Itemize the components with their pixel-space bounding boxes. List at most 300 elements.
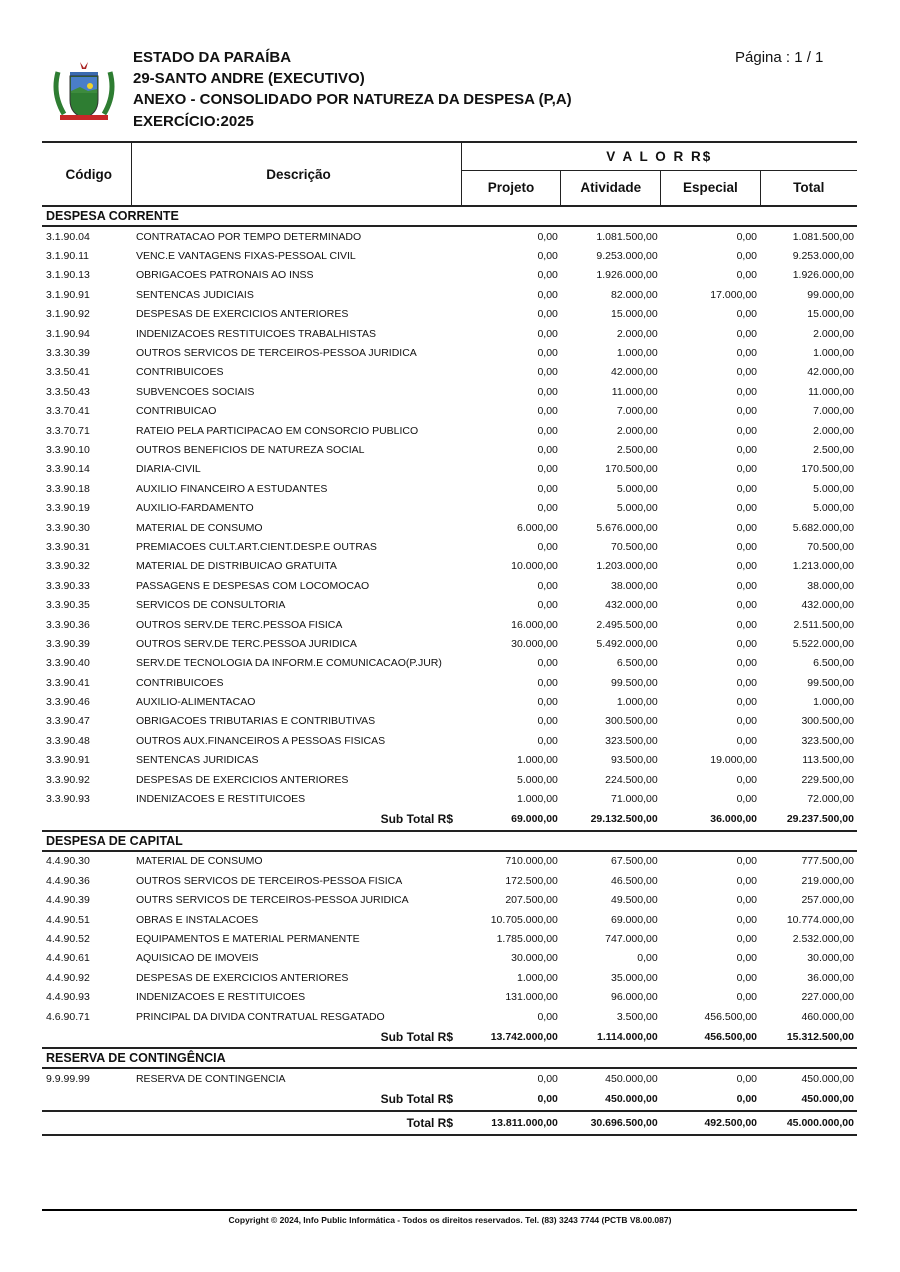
projeto-cell: 0,00	[537, 1072, 558, 1085]
especial-cell: 0,00	[736, 793, 758, 806]
table-row	[42, 654, 857, 673]
grand-total-row	[42, 1111, 857, 1135]
atividade-cell: 3.500,00	[616, 1010, 658, 1023]
total-cell: 460.000,00	[801, 1010, 854, 1023]
atividade-cell: 323.500,00	[605, 734, 658, 747]
total-cell: 99.500,00	[807, 676, 854, 689]
especial-cell: 0,00	[736, 599, 758, 612]
projeto-cell: 0,00	[537, 676, 558, 689]
projeto-cell: 0,00	[537, 250, 558, 263]
projeto-cell: 0,00	[537, 715, 558, 728]
description-cell: CONTRIBUICOES	[135, 366, 224, 379]
especial-cell: 0,00	[736, 560, 758, 573]
table-row	[42, 910, 857, 929]
description-cell: DESPESAS DE EXERCICIOS ANTERIORES	[135, 773, 349, 786]
total-cell: 219.000,00	[801, 874, 854, 887]
table-row	[42, 751, 857, 770]
atividade-cell: 1.081.500,00	[596, 230, 658, 243]
atividade-cell: 93.500,00	[611, 754, 658, 767]
description-cell: RESERVA DE CONTINGENCIA	[135, 1072, 286, 1085]
total-cell: 300.500,00	[801, 715, 854, 728]
page-number: Página : 1 / 1	[735, 49, 824, 66]
code-cell: 4.4.90.30	[46, 855, 90, 868]
especial-cell: 0,00	[736, 696, 758, 709]
especial-cell: 0,00	[736, 443, 758, 456]
total-cell: 450.000,00	[801, 1072, 854, 1085]
code-cell: 3.3.90.35	[46, 599, 90, 612]
total-cell: 227.000,00	[801, 991, 854, 1004]
especial-cell: 0,00	[736, 1072, 758, 1085]
description-cell: AQUISICAO DE IMOVEIS	[135, 952, 259, 965]
projeto-cell: 0,00	[537, 599, 558, 612]
especial-cell: 0,00	[736, 991, 758, 1004]
total-cell: 15.000,00	[807, 308, 854, 321]
section-title: DESPESA DE CAPITAL	[42, 831, 857, 851]
code-cell: 3.3.70.41	[46, 405, 90, 418]
table-row	[42, 871, 857, 890]
code-cell: 4.4.90.39	[46, 894, 90, 907]
atividade-cell: 99.500,00	[611, 676, 658, 689]
description-cell: SUBVENCOES SOCIAIS	[135, 385, 255, 398]
projeto-cell: 30.000,00	[511, 637, 558, 650]
projeto-cell: 1.000,00	[517, 793, 558, 806]
total-cell: 113.500,00	[802, 754, 854, 767]
projeto-cell: 0,00	[537, 327, 558, 340]
atividade-cell: 5.676.000,00	[596, 521, 658, 534]
code-cell: 4.4.90.92	[46, 971, 90, 984]
expense-table	[42, 141, 857, 1136]
especial-cell: 0,00	[736, 579, 758, 592]
section-title: DESPESA CORRENTE	[42, 206, 857, 226]
code-cell: 3.3.90.30	[46, 521, 90, 534]
atividade-cell: 1.000,00	[616, 347, 658, 360]
especial-cell: 0,00	[736, 913, 758, 926]
especial-cell: 0,00	[736, 250, 758, 263]
projeto-cell: 0,00	[537, 405, 558, 418]
atividade-cell: 1.000,00	[616, 696, 658, 709]
table-row	[42, 460, 857, 479]
especial-cell: 0,00	[736, 424, 758, 437]
atividade-cell: 49.500,00	[611, 894, 658, 907]
code-cell: 3.3.90.39	[46, 637, 90, 650]
table-row	[42, 634, 857, 653]
description-cell: DESPESAS DE EXERCICIOS ANTERIORES	[135, 308, 349, 321]
code-cell: 3.3.90.40	[46, 657, 90, 670]
especial-cell: 0,00	[736, 347, 758, 360]
especial-cell: 0,00	[736, 405, 758, 418]
subtotal-total: 15.312.500,00	[786, 1030, 854, 1043]
table-row	[42, 402, 857, 421]
atividade-cell: 1.926.000,00	[596, 269, 658, 282]
projeto-cell: 0,00	[537, 696, 558, 709]
subtotal-projeto: 69.000,00	[511, 813, 558, 826]
especial-cell: 0,00	[736, 715, 758, 728]
subtotal-especial: 0,00	[736, 1093, 758, 1106]
table-row	[42, 285, 857, 304]
grand-total-especial: 492.500,00	[704, 1116, 758, 1129]
table-row	[42, 343, 857, 362]
projeto-cell: 0,00	[537, 443, 558, 456]
subtotal-atividade: 29.132.500,00	[590, 813, 658, 826]
projeto-cell: 5.000,00	[517, 773, 558, 786]
total-cell: 1.081.500,00	[792, 230, 854, 243]
code-cell: 3.3.90.47	[46, 715, 90, 728]
code-cell: 3.1.90.94	[46, 327, 90, 340]
total-cell: 1.926.000,00	[792, 269, 854, 282]
total-cell: 1.213.000,00	[792, 560, 854, 573]
code-cell: 3.3.90.41	[46, 676, 90, 689]
atividade-cell: 2.495.500,00	[596, 618, 658, 631]
especial-cell: 456.500,00	[704, 1010, 758, 1023]
description-cell: AUXILIO-ALIMENTACAO	[135, 696, 256, 709]
code-cell: 3.1.90.11	[46, 250, 90, 263]
code-cell: 3.3.70.71	[46, 424, 90, 437]
description-cell: PRINCIPAL DA DIVIDA CONTRATUAL RESGATADO	[135, 1010, 385, 1023]
report-header	[0, 0, 900, 140]
atividade-cell: 5.000,00	[616, 502, 658, 515]
especial-cell: 0,00	[736, 502, 758, 515]
total-cell: 7.000,00	[813, 405, 854, 418]
atividade-cell: 170.500,00	[605, 463, 658, 476]
description-cell: MATERIAL DE DISTRIBUICAO GRATUITA	[135, 560, 337, 573]
especial-cell: 0,00	[736, 952, 758, 965]
total-cell: 2.500,00	[813, 443, 854, 456]
atividade-cell: 2.500,00	[616, 443, 658, 456]
subtotal-projeto: 0,00	[537, 1093, 558, 1106]
grand-total-atividade: 30.696.500,00	[590, 1116, 658, 1129]
projeto-cell: 172.500,00	[505, 874, 558, 887]
description-cell: OUTROS SERV.DE TERC.PESSOA JURIDICA	[135, 637, 357, 650]
projeto-cell: 10.000,00	[511, 560, 558, 573]
projeto-cell: 1.785.000,00	[496, 932, 558, 945]
code-cell: 3.3.90.91	[46, 754, 90, 767]
description-cell: PREMIACOES CULT.ART.CIENT.DESP.E OUTRAS	[135, 540, 377, 553]
atividade-cell: 2.000,00	[616, 424, 658, 437]
especial-cell: 0,00	[736, 971, 758, 984]
total-cell: 6.500,00	[813, 657, 854, 670]
atividade-cell: 38.000,00	[611, 579, 658, 592]
table-row	[42, 968, 857, 987]
description-cell: OUTROS AUX.FINANCEIROS A PESSOAS FISICAS	[135, 734, 386, 747]
especial-cell: 17.000,00	[710, 288, 758, 301]
total-cell: 323.500,00	[801, 734, 854, 747]
especial-cell: 0,00	[736, 932, 758, 945]
total-cell: 257.000,00	[801, 894, 854, 907]
total-cell: 72.000,00	[807, 793, 854, 806]
table-row	[42, 770, 857, 789]
code-cell: 4.4.90.51	[46, 913, 90, 926]
subtotal-label: Sub Total R$	[380, 1092, 454, 1107]
especial-cell: 0,00	[736, 482, 758, 495]
total-cell: 5.000,00	[813, 482, 854, 495]
total-cell: 9.253.000,00	[792, 250, 854, 263]
especial-cell: 0,00	[736, 734, 758, 747]
especial-cell: 0,00	[736, 657, 758, 670]
especial-cell: 0,00	[736, 385, 758, 398]
code-cell: 4.4.90.52	[46, 932, 90, 945]
description-cell: CONTRIBUICAO	[135, 405, 217, 418]
total-cell: 1.000,00	[813, 696, 854, 709]
total-cell: 2.532.000,00	[792, 932, 854, 945]
total-cell: 99.000,00	[807, 288, 854, 301]
especial-cell: 0,00	[736, 308, 758, 321]
code-cell: 3.3.90.19	[46, 502, 90, 515]
description-cell: SERV.DE TECNOLOGIA DA INFORM.E COMUNICACAO(P.JUR)	[135, 657, 442, 670]
total-cell: 2.000,00	[813, 327, 854, 340]
atividade-cell: 35.000,00	[611, 971, 658, 984]
especial-cell: 0,00	[736, 463, 758, 476]
code-cell: 3.3.90.33	[46, 579, 90, 592]
table-row	[42, 266, 857, 285]
code-cell: 4.6.90.71	[46, 1010, 90, 1023]
section-header	[42, 831, 857, 851]
code-cell: 3.3.90.14	[46, 463, 90, 476]
projeto-cell: 0,00	[537, 502, 558, 515]
table-row	[42, 987, 857, 1006]
atividade-cell: 96.000,00	[611, 991, 658, 1004]
description-cell: OUTROS SERV.DE TERC.PESSOA FISICA	[135, 618, 343, 631]
code-cell: 3.3.50.41	[46, 366, 90, 379]
fiscal-year: EXERCÍCIO:2025	[133, 113, 254, 130]
projeto-cell: 0,00	[537, 424, 558, 437]
description-cell: OBRIGACOES TRIBUTARIAS E CONTRIBUTIVAS	[135, 715, 376, 728]
total-cell: 11.000,00	[808, 385, 854, 398]
especial-cell: 0,00	[736, 269, 758, 282]
description-cell: AUXILIO FINANCEIRO A ESTUDANTES	[135, 482, 328, 495]
atividade-cell: 70.500,00	[611, 540, 658, 553]
especial-cell: 0,00	[736, 894, 758, 907]
code-cell: 3.3.90.48	[46, 734, 90, 747]
especial-cell: 0,00	[736, 773, 758, 786]
table-row	[42, 673, 857, 692]
total-cell: 2.511.500,00	[793, 618, 854, 631]
col-header-atividade: Atividade	[561, 170, 661, 206]
table-row	[42, 1068, 857, 1088]
total-cell: 229.500,00	[801, 773, 854, 786]
section-header	[42, 206, 857, 226]
description-cell: OBRAS E INSTALACOES	[135, 913, 259, 926]
description-cell: OUTRS SERVICOS DE TERCEIROS-PESSOA JURIDICA	[135, 894, 409, 907]
copyright-footer: Copyright © 2024, Info Public Informática - Todos os direitos reservados. Tel. (83) 3243 7744 (PCTB V8.00.087)	[228, 1215, 672, 1225]
table-row	[42, 576, 857, 595]
total-cell: 38.000,00	[807, 579, 854, 592]
table-row	[42, 891, 857, 910]
subtotal-projeto: 13.742.000,00	[490, 1030, 558, 1043]
atividade-cell: 67.500,00	[611, 855, 658, 868]
table-row	[42, 246, 857, 265]
atividade-cell: 747.000,00	[605, 932, 658, 945]
total-cell: 5.000,00	[813, 502, 854, 515]
code-cell: 3.1.90.92	[46, 308, 90, 321]
table-row	[42, 498, 857, 517]
table-row	[42, 226, 857, 246]
footer-divider	[42, 1209, 857, 1211]
projeto-cell: 0,00	[537, 288, 558, 301]
table-row	[42, 851, 857, 871]
description-cell: MATERIAL DE CONSUMO	[135, 521, 263, 534]
projeto-cell: 0,00	[537, 579, 558, 592]
table-row	[42, 382, 857, 401]
table-row	[42, 615, 857, 634]
description-cell: OBRIGACOES PATRONAIS AO INSS	[135, 269, 314, 282]
code-cell: 3.3.90.32	[46, 560, 90, 573]
projeto-cell: 207.500,00	[505, 894, 558, 907]
atividade-cell: 5.000,00	[616, 482, 658, 495]
projeto-cell: 0,00	[537, 482, 558, 495]
atividade-cell: 69.000,00	[611, 913, 658, 926]
total-cell: 42.000,00	[807, 366, 854, 379]
total-cell: 30.000,00	[807, 952, 854, 965]
total-cell: 5.522.000,00	[792, 637, 854, 650]
subtotal-especial: 456.500,00	[704, 1030, 758, 1043]
projeto-cell: 0,00	[537, 1010, 558, 1023]
col-header-total: Total	[793, 180, 825, 196]
code-cell: 3.3.50.43	[46, 385, 90, 398]
description-cell: CONTRATACAO POR TEMPO DETERMINADO	[135, 230, 362, 243]
especial-cell: 0,00	[736, 855, 758, 868]
projeto-cell: 0,00	[537, 308, 558, 321]
projeto-cell: 131.000,00	[505, 991, 558, 1004]
especial-cell: 0,00	[736, 874, 758, 887]
especial-cell: 0,00	[736, 540, 758, 553]
subtotal-label: Sub Total R$	[380, 812, 454, 827]
atividade-cell: 450.000,00	[605, 1072, 658, 1085]
subtotal-row	[42, 1026, 857, 1048]
subtotal-total: 450.000,00	[801, 1093, 854, 1106]
coat-of-arms-icon	[50, 60, 118, 124]
table-row	[42, 929, 857, 948]
description-cell: EQUIPAMENTOS E MATERIAL PERMANENTE	[135, 932, 360, 945]
col-header-projeto: Projeto	[461, 170, 561, 206]
projeto-cell: 10.705.000,00	[490, 913, 558, 926]
table-row	[42, 421, 857, 440]
total-cell: 70.500,00	[807, 540, 854, 553]
especial-cell: 19.000,00	[710, 754, 758, 767]
atividade-cell: 224.500,00	[605, 773, 658, 786]
subtotal-atividade: 450.000,00	[605, 1093, 658, 1106]
projeto-cell: 0,00	[537, 269, 558, 282]
grand-total-total: 45.000.000,00	[786, 1116, 854, 1129]
table-row	[42, 305, 857, 324]
especial-cell: 0,00	[736, 618, 758, 631]
description-cell: DIARIA-CIVIL	[135, 463, 201, 476]
description-cell: INDENIZACOES E RESTITUICOES	[135, 991, 306, 1004]
table-row	[42, 557, 857, 576]
description-cell: MATERIAL DE CONSUMO	[135, 855, 263, 868]
subtotal-total: 29.237.500,00	[786, 813, 854, 826]
atividade-cell: 5.492.000,00	[596, 637, 658, 650]
subtotal-row	[42, 1089, 857, 1111]
code-cell: 3.3.90.18	[46, 482, 90, 495]
total-cell: 36.000,00	[807, 971, 854, 984]
especial-cell: 0,00	[736, 230, 758, 243]
col-header-code: Código	[42, 142, 132, 206]
table-row	[42, 479, 857, 498]
section-header	[42, 1048, 857, 1068]
atividade-cell: 82.000,00	[611, 288, 658, 301]
entity-title: 29-SANTO ANDRE (EXECUTIVO)	[133, 70, 365, 87]
especial-cell: 0,00	[736, 327, 758, 340]
projeto-cell: 1.000,00	[517, 754, 558, 767]
code-cell: 3.3.90.46	[46, 696, 90, 709]
subtotal-row	[42, 809, 857, 831]
especial-cell: 0,00	[736, 637, 758, 650]
total-cell: 5.682.000,00	[792, 521, 854, 534]
total-cell: 170.500,00	[801, 463, 854, 476]
atividade-cell: 46.500,00	[611, 874, 658, 887]
code-cell: 3.1.90.91	[46, 288, 90, 301]
atividade-cell: 7.000,00	[616, 405, 658, 418]
state-title: ESTADO DA PARAÍBA	[133, 49, 292, 66]
projeto-cell: 0,00	[537, 366, 558, 379]
total-cell: 10.774.000,00	[786, 913, 854, 926]
atividade-cell: 2.000,00	[616, 327, 658, 340]
subtotal-especial: 36.000,00	[710, 813, 758, 826]
code-cell: 4.4.90.93	[46, 991, 90, 1004]
description-cell: DESPESAS DE EXERCICIOS ANTERIORES	[135, 971, 349, 984]
table-row	[42, 731, 857, 750]
atividade-cell: 11.000,00	[611, 385, 658, 398]
grand-total-projeto: 13.811.000,00	[491, 1116, 558, 1129]
total-cell: 1.000,00	[813, 347, 854, 360]
code-cell: 3.3.90.10	[46, 443, 90, 456]
atividade-cell: 300.500,00	[605, 715, 658, 728]
atividade-cell: 1.203.000,00	[596, 560, 658, 573]
total-cell: 2.000,00	[813, 424, 854, 437]
description-cell: SENTENCAS JUDICIAIS	[135, 288, 254, 301]
atividade-cell: 71.000,00	[611, 793, 658, 806]
projeto-cell: 0,00	[537, 657, 558, 670]
table-row	[42, 537, 857, 556]
projeto-cell: 0,00	[537, 463, 558, 476]
projeto-cell: 0,00	[537, 347, 558, 360]
table-row	[42, 949, 857, 968]
description-cell: SERVICOS DE CONSULTORIA	[135, 599, 286, 612]
section-title: RESERVA DE CONTINGÊNCIA	[42, 1048, 857, 1068]
description-cell: SENTENCAS JURIDICAS	[135, 754, 259, 767]
code-cell: 3.3.90.36	[46, 618, 90, 631]
description-cell: INDENIZACOES RESTITUICOES TRABALHISTAS	[135, 327, 376, 340]
code-cell: 4.4.90.61	[46, 952, 90, 965]
code-cell: 9.9.99.99	[46, 1072, 90, 1085]
description-cell: CONTRIBUICOES	[135, 676, 224, 689]
description-cell: INDENIZACOES E RESTITUICOES	[135, 793, 306, 806]
table-row	[42, 518, 857, 537]
atividade-cell: 432.000,00	[605, 599, 658, 612]
col-header-valor: V A L O R R$	[461, 142, 857, 170]
atividade-cell: 42.000,00	[611, 366, 658, 379]
projeto-cell: 0,00	[537, 230, 558, 243]
description-cell: VENC.E VANTAGENS FIXAS-PESSOAL CIVIL	[135, 250, 356, 263]
code-cell: 3.1.90.04	[46, 230, 90, 243]
subtotal-label: Sub Total R$	[380, 1029, 454, 1044]
projeto-cell: 1.000,00	[517, 971, 558, 984]
especial-cell: 0,00	[736, 366, 758, 379]
total-cell: 777.500,00	[801, 855, 854, 868]
col-header-especial: Especial	[661, 170, 760, 206]
code-cell: 3.3.90.93	[46, 793, 90, 806]
col-header-description: Descrição	[132, 142, 461, 206]
especial-cell: 0,00	[736, 676, 758, 689]
table-row	[42, 692, 857, 711]
projeto-cell: 710.000,00	[505, 855, 558, 868]
projeto-cell: 0,00	[537, 385, 558, 398]
description-cell: PASSAGENS E DESPESAS COM LOCOMOCAO	[135, 579, 370, 592]
table-row	[42, 712, 857, 731]
table-row	[42, 595, 857, 614]
projeto-cell: 0,00	[537, 540, 558, 553]
projeto-cell: 30.000,00	[511, 952, 558, 965]
